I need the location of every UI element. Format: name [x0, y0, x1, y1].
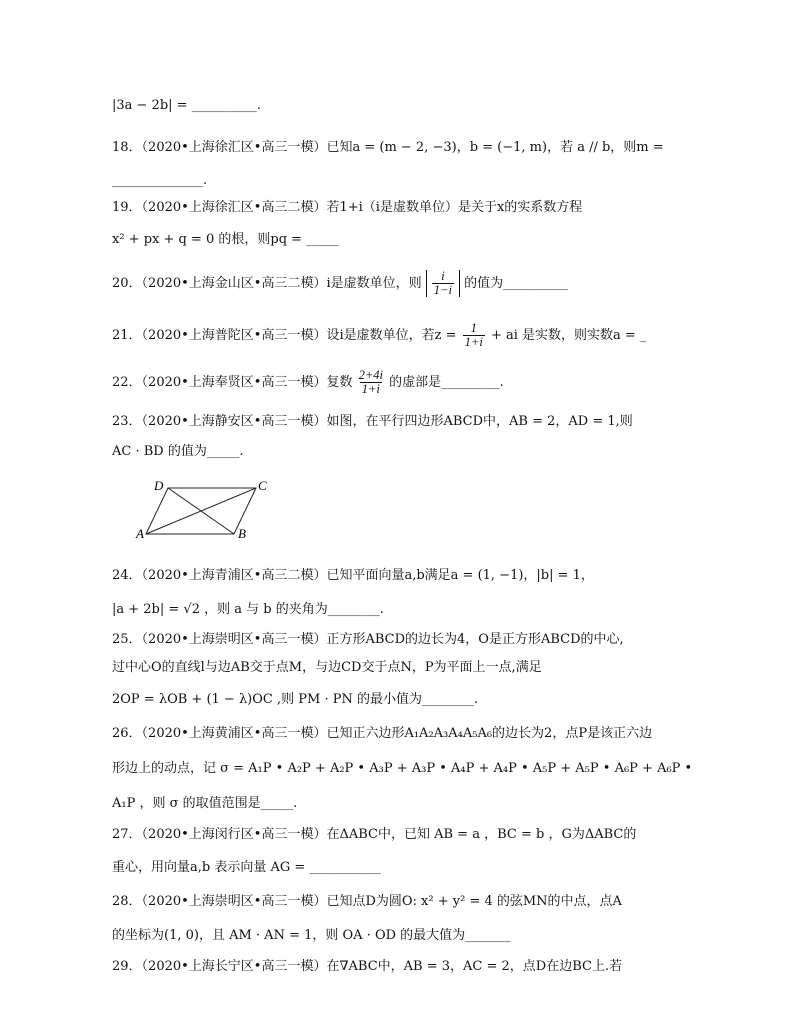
- q27-line2: 重心，用向量a,b 表示向量 AG = ___________: [112, 860, 381, 875]
- vertex-label-a: A: [136, 526, 144, 541]
- q19-line2: x² + px + q = 0 的根，则pq = _____: [112, 232, 339, 247]
- q21-line: 21．（2020•上海普陀区•高三一模）设i是虚数单位，若z = $\frac{1}{1+i}$ + ai 是实数，则实数a = _: [112, 321, 647, 349]
- q29-line1: 29．（2020•上海长宁区•高三一模）在∇ABC中，AB = 3，AC = 2，点D在边BC上.若: [112, 959, 623, 974]
- q19-line1: 19．（2020•上海徐汇区•高三二模）若1+i（i是虚数单位）是关于x的实系数方程: [112, 200, 583, 215]
- q17-tail: |3a − 2b| = __________.: [112, 98, 261, 113]
- vertex-label-c: C: [258, 478, 267, 493]
- q26-line3: A₁P ，则 σ 的取值范围是_____.: [112, 796, 298, 811]
- vertex-label-b: B: [238, 526, 246, 541]
- q20-line: 20．（2020•上海金山区•高三二模）i是虚数单位，则 $\frac{i}{1-i}$ 的值为__________: [112, 269, 569, 297]
- q24-line1: 24．（2020•上海青浦区•高三二模）已知平面向量a,b满足a = (1, −1)，|b| = 1，: [112, 568, 594, 583]
- vertex-label-d: D: [154, 478, 164, 493]
- q24-line2: |a + 2b| = √2 ，则 a 与 b 的夹角为________.: [112, 602, 384, 617]
- q28-line2: 的坐标为(1, 0)，且 AM · AN = 1，则 OA · OD 的最大值为_______: [112, 928, 511, 943]
- q21-fraction: $\frac{1}{1+i}$: [464, 321, 483, 349]
- q26-line1: 26．（2020•上海黄浦区•高三一模）已知正六边形A₁A₂A₃A₄A₅A₆的边长为2，点P是该正六边: [112, 726, 653, 741]
- q18-line1: 18．（2020•上海徐汇区•高三一模）已知a = (m − 2, −3)，b = (−1, m)，若 a // b，则m =: [112, 140, 664, 155]
- q18-line2: ______________.: [112, 173, 208, 188]
- parallelogram-figure: [134, 476, 274, 546]
- q22-fraction: $\frac{2+4i}{1+i}$: [358, 368, 384, 396]
- q20-abs: [426, 270, 460, 297]
- q23-line1: 23．（2020•上海静安区•高三一模）如图，在平行四边形ABCD中，AB = 2，AD = 1,则: [112, 414, 633, 429]
- q20-fraction: $\frac{i}{1-i}$: [433, 269, 452, 297]
- q23-line2: AC · BD 的值为_____.: [112, 444, 244, 459]
- q26-line2: 形边上的动点，记 σ = A₁P • A₂P + A₂P • A₃P + A₃P • A₄P + A₄P • A₅P + A₅P • A₆P + A₆P •: [112, 761, 693, 776]
- q25-line3: 2OP = λOB + (1 − λ)OC ,则 PM · PN 的最小值为________.: [112, 692, 479, 707]
- q22-line: 22．（2020•上海奉贤区•高三一模）复数 $\frac{2+4i}{1+i}$ 的虚部是_________.: [112, 368, 504, 396]
- q28-line1: 28．（2020•上海崇明区•高三一模）已知点D为圆O: x² + y² = 4 的弦MN的中点，点A: [112, 894, 622, 909]
- q27-line1: 27．（2020•上海闵行区•高三一模）在ΔABC中，已知 AB = a ，BC = b ，G为ΔABC的: [112, 827, 637, 842]
- q25-line1: 25．（2020•上海崇明区•高三一模）正方形ABCD的边长为4，O是正方形ABCD的中心,: [112, 632, 624, 647]
- q25-line2: 过中心O的直线l与边AB交于点M，与边CD交于点N，P为平面上一点,满足: [112, 660, 542, 675]
